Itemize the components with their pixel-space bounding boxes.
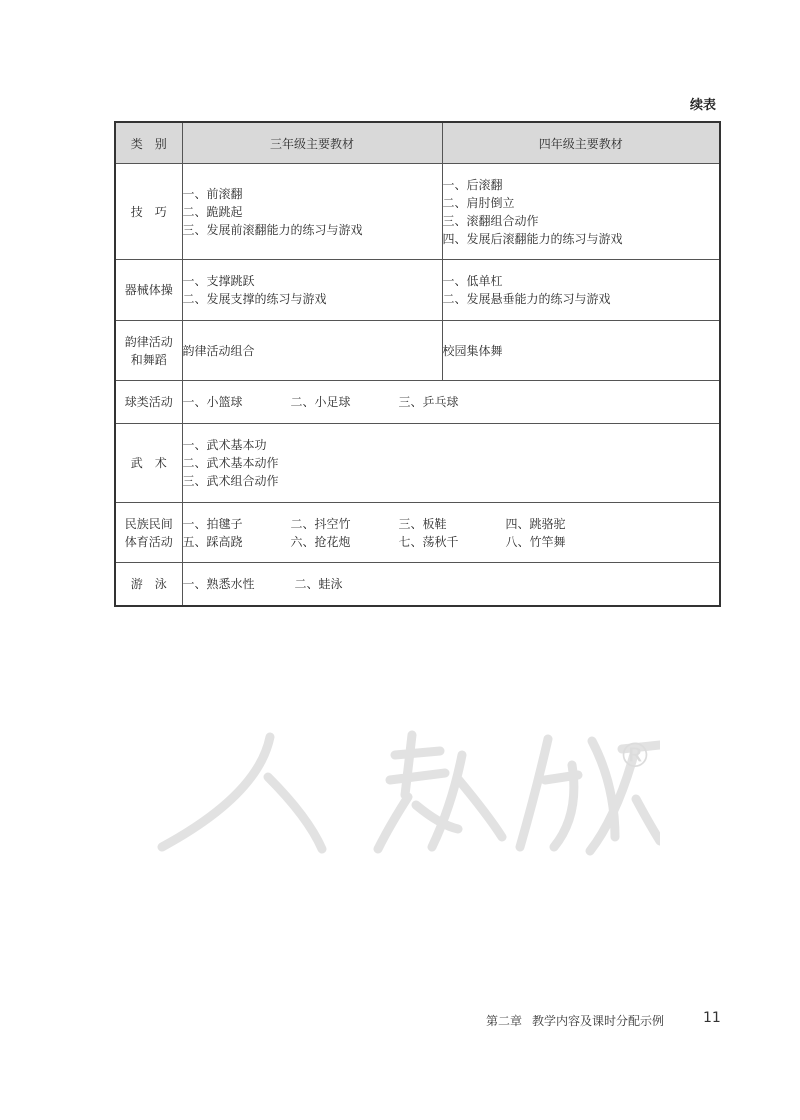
list-item: 六、抢花炮	[290, 534, 351, 549]
list-item: 一、熟悉水性	[182, 576, 255, 591]
table-row	[115, 260, 720, 321]
list-item: 三、武术组合动作	[182, 474, 279, 488]
list-item: 四、跳骆驼	[505, 516, 566, 531]
ball-content	[182, 381, 720, 424]
grade4-tumbling	[442, 164, 720, 260]
category-apparatus: 器械体操	[115, 260, 182, 321]
table-row	[115, 424, 720, 503]
publisher-watermark	[140, 725, 660, 865]
column-header-category: 类 别	[115, 122, 182, 164]
table-row	[115, 563, 720, 606]
category-swim: 游 泳	[115, 563, 182, 606]
list-item: 一、支撑跳跃	[182, 274, 255, 288]
list-item: 二、蛙泳	[294, 576, 343, 591]
list-item: 三、乒乓球	[398, 395, 459, 409]
list-item: 八、竹竿舞	[505, 534, 566, 549]
list-item: 一、后滚翻	[442, 177, 503, 192]
grade4-apparatus	[442, 260, 720, 321]
list-item: 二、肩肘倒立	[442, 195, 515, 210]
column-header-grade3: 三年级主要教材	[182, 122, 442, 164]
category-martial: 武 术	[115, 424, 182, 503]
list-item: 一、拍毽子	[182, 516, 243, 531]
footer-chapter: 第二章	[486, 1014, 523, 1028]
list-item: 二、跪跳起	[182, 204, 243, 219]
grade3-tumbling	[182, 164, 442, 260]
list-item: 七、荡秋千	[398, 534, 459, 549]
list-item: 一、前滚翻	[182, 186, 243, 201]
curriculum-table	[114, 121, 721, 607]
category-folk: 民族民间 体育活动	[115, 503, 182, 563]
page-footer	[486, 1012, 664, 1029]
table-row	[115, 321, 720, 381]
list-item: 三、发展前滚翻能力的练习与游戏	[182, 222, 363, 237]
martial-content	[182, 424, 720, 503]
list-item: 二、抖空竹	[290, 516, 351, 531]
list-item: 五、踩高跷	[182, 534, 243, 549]
list-item: 二、小足球	[290, 395, 351, 409]
list-item: 一、低单杠	[442, 274, 503, 288]
grade4-rhythm: 校园集体舞	[442, 321, 720, 381]
table-header-row	[115, 122, 720, 164]
table-row	[115, 381, 720, 424]
registered-mark: ®	[618, 736, 652, 776]
list-item: 三、板鞋	[398, 516, 447, 531]
table-row	[115, 503, 720, 563]
grade3-rhythm: 韵律活动组合	[182, 321, 442, 381]
continued-label: 续表	[690, 98, 717, 113]
list-item: 二、武术基本动作	[182, 456, 279, 470]
page-number: 11	[703, 1010, 721, 1026]
table-row	[115, 164, 720, 260]
category-rhythm: 韵律活动 和舞蹈	[115, 321, 182, 381]
category-tumbling: 技 巧	[115, 164, 182, 260]
list-item: 二、发展悬垂能力的练习与游戏	[442, 292, 611, 306]
category-ball: 球类活动	[115, 381, 182, 424]
footer-title: 教学内容及课时分配示例	[532, 1014, 665, 1028]
list-item: 一、武术基本功	[182, 438, 267, 452]
list-item: 一、小篮球	[182, 395, 243, 409]
list-item: 三、滚翻组合动作	[442, 213, 539, 228]
list-item: 四、发展后滚翻能力的练习与游戏	[442, 231, 623, 246]
swim-content	[182, 563, 720, 606]
list-item: 二、发展支撑的练习与游戏	[182, 292, 327, 306]
column-header-grade4: 四年级主要教材	[442, 122, 720, 164]
folk-content	[182, 503, 720, 563]
grade3-apparatus	[182, 260, 442, 321]
